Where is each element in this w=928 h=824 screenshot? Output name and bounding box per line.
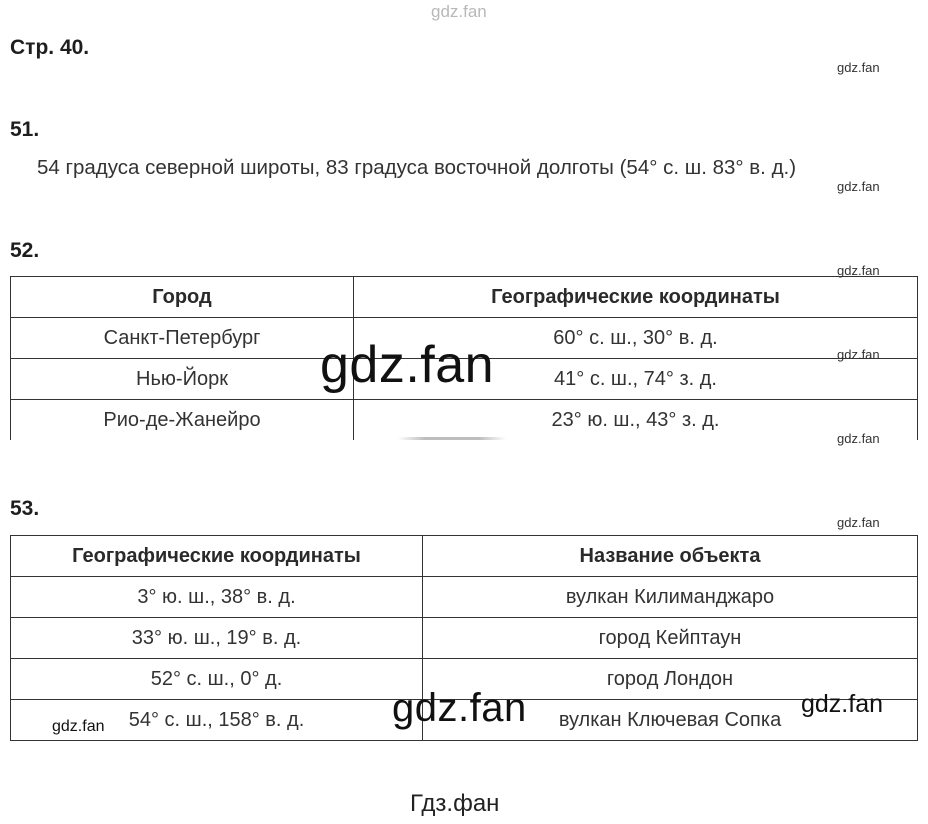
page-label: Стр. 40. <box>10 36 90 59</box>
object-name-cell: город Лондон <box>423 659 918 700</box>
watermark-small: gdz.fan <box>837 60 880 75</box>
watermark-small: gdz.fan <box>837 431 880 446</box>
table-header-row <box>11 536 918 577</box>
footer-watermark: Гдз.фан <box>410 790 500 817</box>
task-51-number: 51. <box>10 118 40 141</box>
city-cell: Нью-Йорк <box>11 359 354 400</box>
column-header: Город <box>11 277 354 318</box>
scan-smudge <box>398 437 506 440</box>
watermark-small: gdz.fan <box>837 347 880 362</box>
coordinates-cell: 60° с. ш., 30° в. д. <box>354 318 918 359</box>
coordinates-cell: 54° с. ш., 158° в. д. <box>11 700 423 741</box>
coordinates-cell: 41° с. ш., 74° з. д. <box>354 359 918 400</box>
city-cell: Санкт-Петербург <box>11 318 354 359</box>
watermark-small: gdz.fan <box>837 179 880 194</box>
coordinates-cell: 3° ю. ш., 38° в. д. <box>11 577 423 618</box>
task-53-number: 53. <box>10 497 40 520</box>
object-name-cell: вулкан Килиманджаро <box>423 577 918 618</box>
table-header-row <box>11 277 918 318</box>
column-header: Название объекта <box>423 536 918 577</box>
table-row <box>11 618 918 659</box>
task-52-number: 52. <box>10 239 40 262</box>
watermark-large: gdz.fan <box>392 686 527 730</box>
watermark-top: gdz.fan <box>431 2 487 21</box>
city-cell: Рио-де-Жанейро <box>11 400 354 441</box>
column-header: Географические координаты <box>11 536 423 577</box>
table-row <box>11 577 918 618</box>
watermark-small: gdz.fan <box>52 718 105 735</box>
coordinates-cell: 52° с. ш., 0° д. <box>11 659 423 700</box>
object-name-cell: вулкан Ключевая Сопка <box>423 700 918 741</box>
watermark-small: gdz.fan <box>837 515 880 530</box>
coordinates-cell: 23° ю. ш., 43° з. д. <box>354 400 918 441</box>
column-header: Географические координаты <box>354 277 918 318</box>
object-name-cell: город Кейптаун <box>423 618 918 659</box>
watermark-large: gdz.fan <box>320 336 495 394</box>
watermark-medium: gdz.fan <box>801 690 884 718</box>
coordinates-cell: 33° ю. ш., 19° в. д. <box>11 618 423 659</box>
watermark-small: gdz.fan <box>837 263 880 278</box>
task-51-answer: 54 градуса северной широты, 83 градуса восточной долготы (54° с. ш. 83° в. д.) <box>37 156 797 179</box>
table-row <box>11 400 918 441</box>
